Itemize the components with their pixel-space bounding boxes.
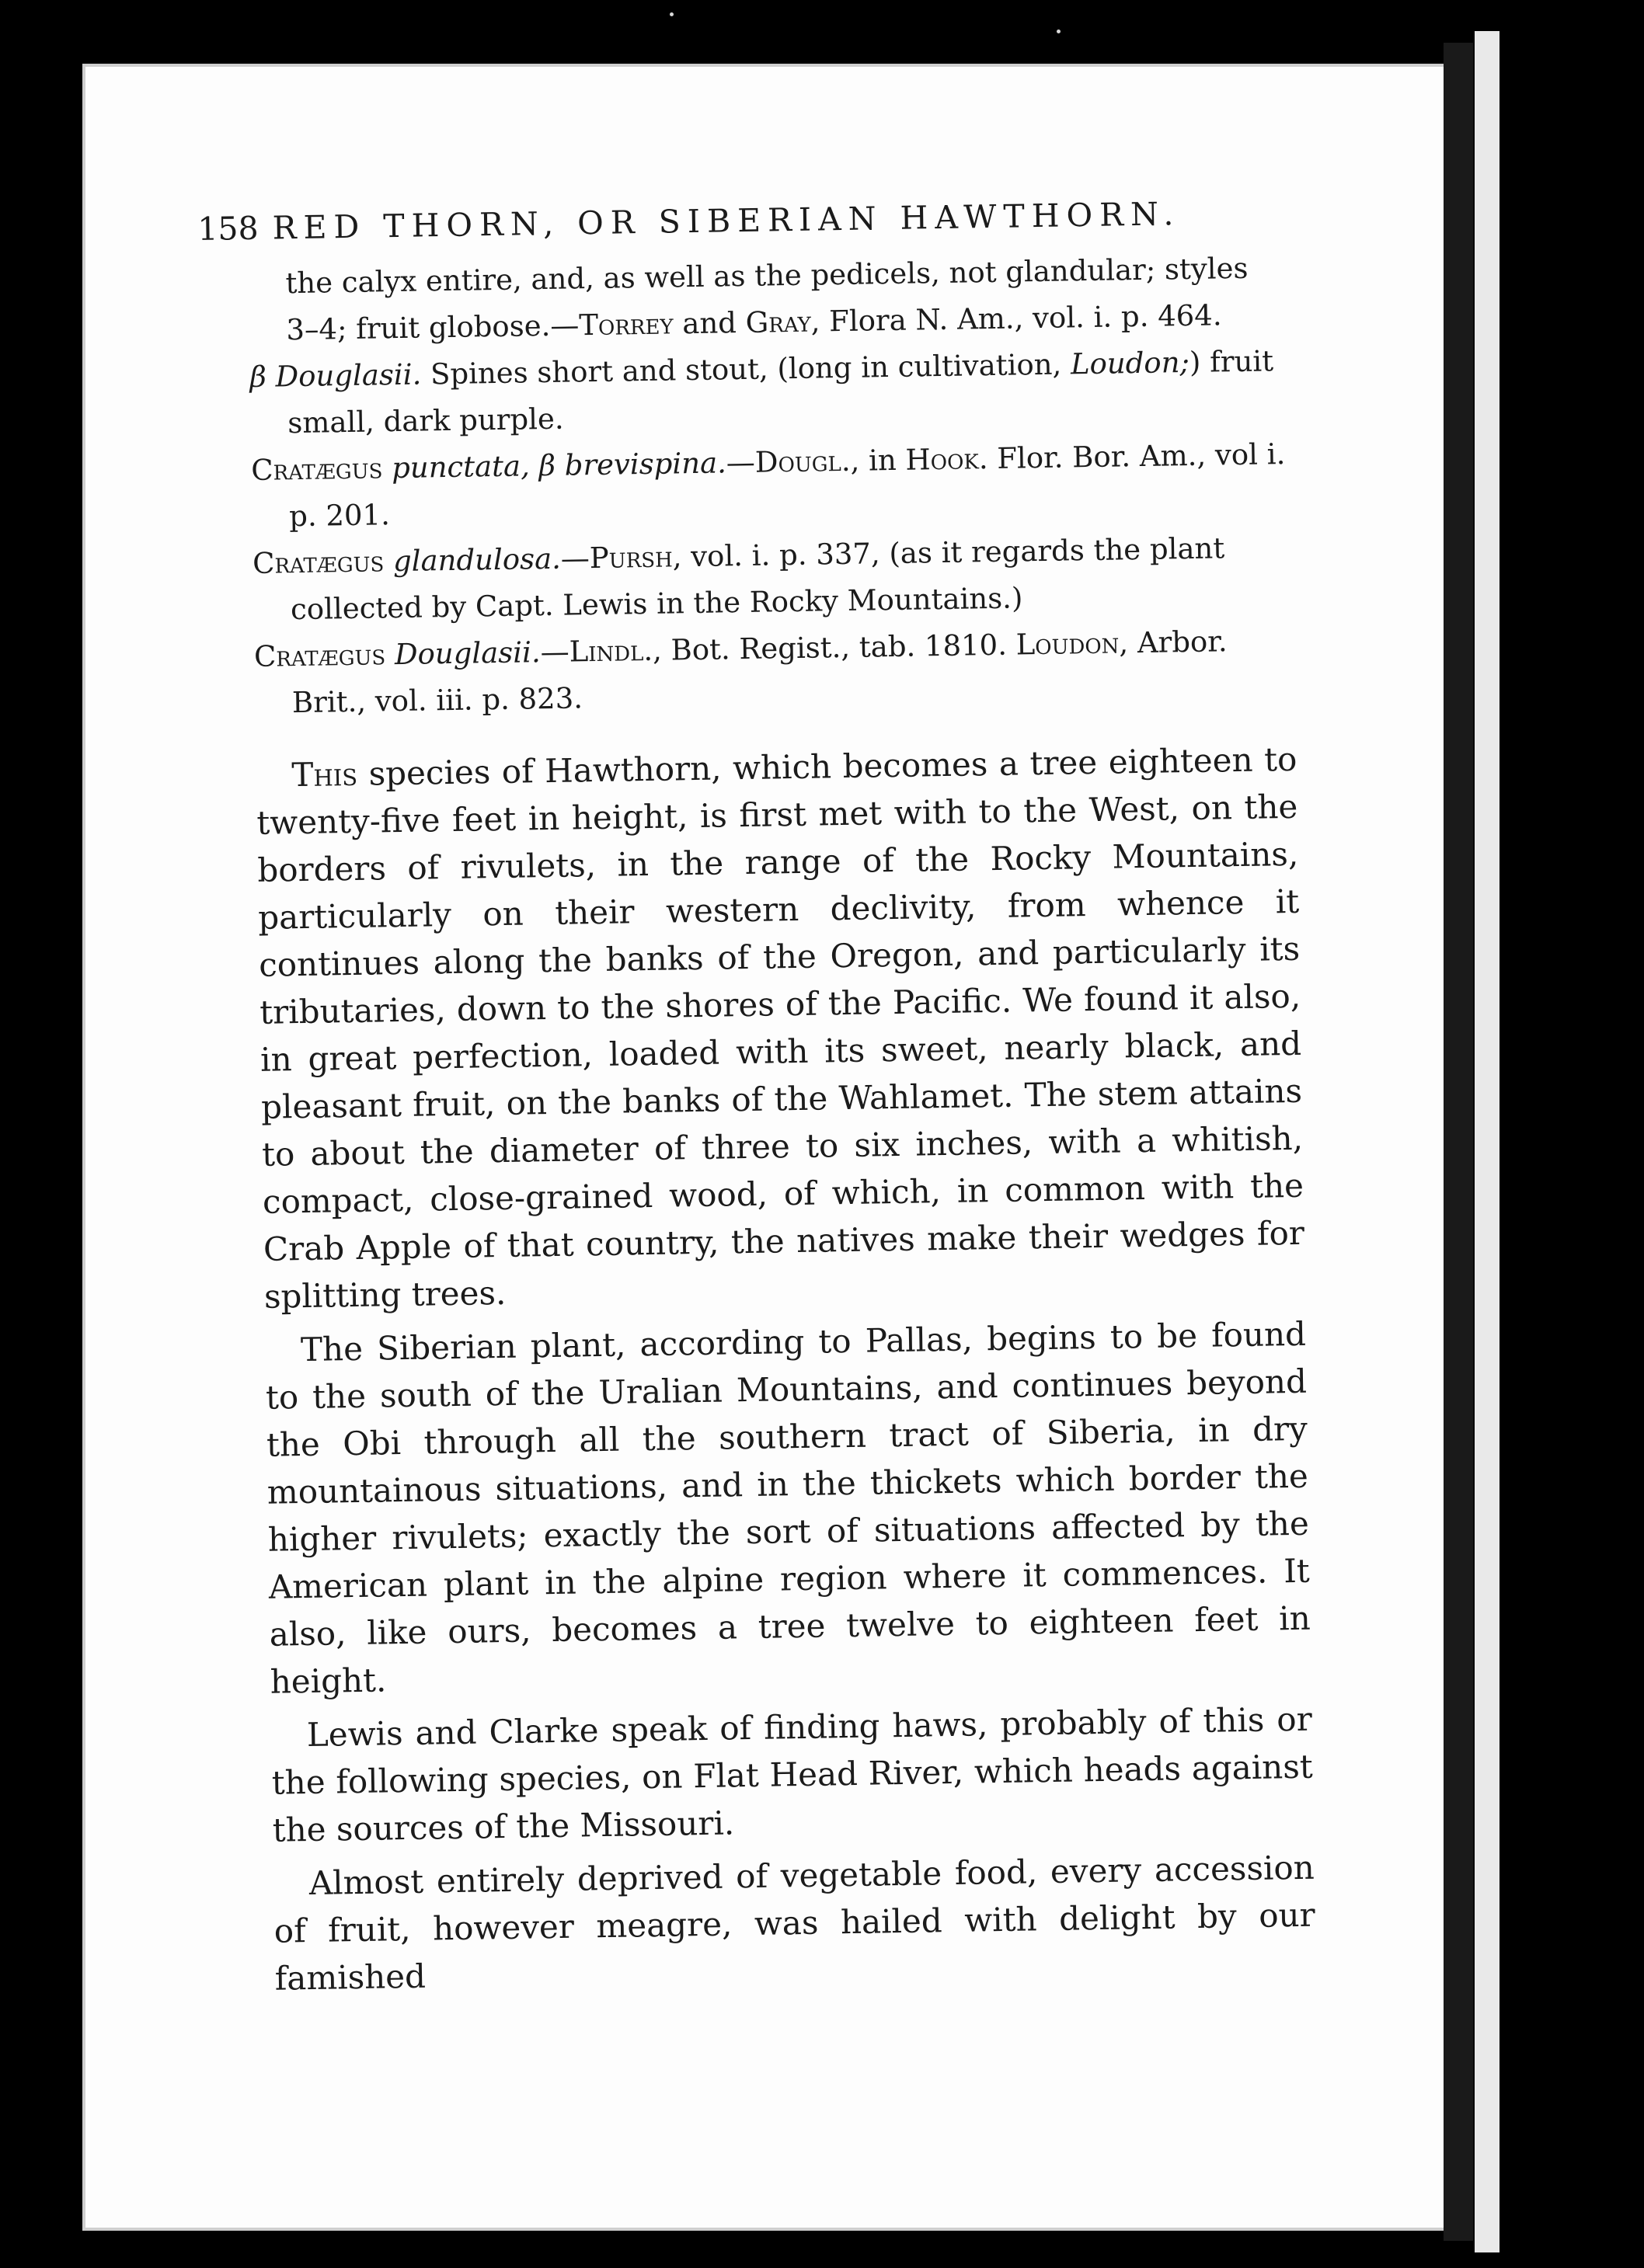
paragraph: This species of Hawthorn, which becomes a tree eighteen to twenty-five feet in height, is first met with to the West, on the borders of rivulets, in the range of the Rocky Mountains, particularly on their western declivity, from whence it continues along the banks of the Oregon, and particularly its tributaries, down to the shores of the Pacific. We found it also, in great perfection, loaded with its sweet, nearly black, and pleasant fruit, on the banks of the Wahlamet. The stem attains to about the diameter of three to six inches, with a whitish, compact, close-grained wood, of which, in common with the Crab Apple of that country, the natives make their wedges for splitting trees. (256, 739, 1305, 1316)
synonymy-block (248, 245, 1296, 727)
body-text (256, 736, 1316, 2002)
page-text (197, 193, 1316, 2009)
page-number: 158 (197, 209, 259, 248)
running-title: RED THORN, OR SIBERIAN HAWTHORN. (272, 195, 1181, 247)
synonym-glandulosa: Cratægus glandulosa.—Pursh, vol. i. p. 337, (as it regards the plant collected by Capt. Lewis in the Rocky Mountains.) (252, 531, 1225, 627)
scan-speck (1057, 30, 1061, 33)
paragraph: Almost entirely deprived of vegetable food, every accession of fruit, however meagre, was hailed with delight by our famished (273, 1848, 1316, 1998)
author-torrey: Torrey (578, 307, 674, 343)
synonymy-line: the calyx entire, and, as well as the pedicels, not glandular; styles 3–4; fruit globose.—Torrey and Gray, Flora N. Am., vol. i. p. 464. (285, 251, 1249, 347)
book-gutter-shadow (1444, 43, 1473, 2241)
paragraph: Lewis and Clarke speak of finding haws, probably of this or the following species, on Flat Head River, which heads against the sources of the Missouri. (271, 1699, 1314, 1849)
synonym-punctata: Cratægus punctata, β brevispina.—Dougl., in Hook. Flor. Bor. Am., vol i. p. 201. (250, 437, 1286, 534)
variety-douglasii: β Douglasii. Spines short and stout, (long in cultivation, Loudon;) fruit small, dark purple. (249, 344, 1274, 440)
scan-speck (670, 12, 674, 16)
author-gray: Gray (745, 304, 812, 339)
adjacent-page-edge (1475, 31, 1499, 2252)
synonym-douglasii: Cratægus Douglasii.—Lindl., Bot. Regist., tab. 1810. Loudon, Arbor. Brit., vol. iii. p. 823. (253, 624, 1228, 720)
paragraph: The Siberian plant, according to Pallas, begins to be found to the south of the Uralian Mountains, and continues beyond the Obi through all the southern tract of Siberia, in dry mountainous situations, and in the thickets which border the higher rivulets; exactly the sort of situations affected by the American plant in the alpine region where it commences. It also, like ours, becomes a tree twelve to eighteen feet in height. (265, 1314, 1311, 1701)
